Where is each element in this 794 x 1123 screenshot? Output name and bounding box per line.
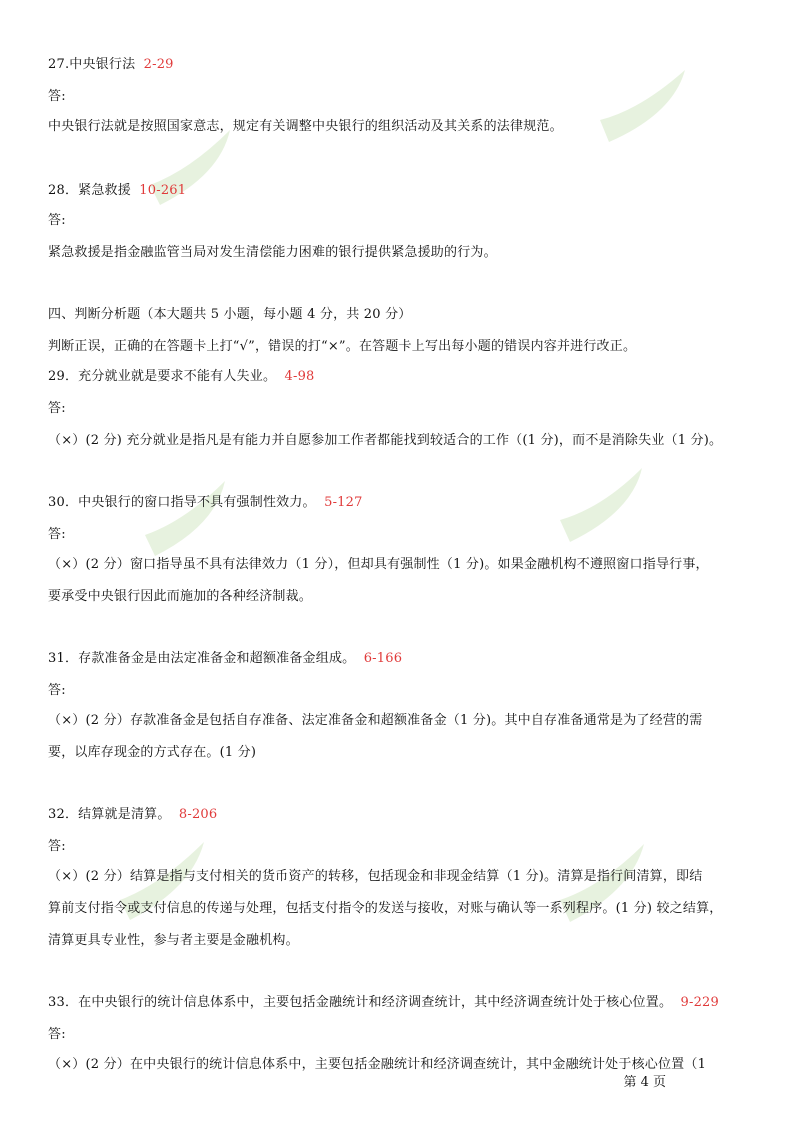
question-title: 32．结算就是清算。 (48, 807, 171, 822)
question-title: 33．在中央银行的统计信息体系中，主要包括金融统计和经济调查统计，其中经济调查统计处于核心位置。 (48, 995, 673, 1010)
question-30 (48, 494, 748, 512)
question-title: 30．中央银行的窗口指导不具有强制性效力。 (48, 495, 316, 510)
question-title: 31．存款准备金是由法定准备金和超额准备金组成。 (48, 651, 356, 666)
question-29 (48, 368, 748, 386)
question-title: 29．充分就业就是要求不能有人失业。 (48, 369, 277, 384)
answer-text-line-2: 要，以库存现金的方式存在。(1 分) (48, 745, 257, 760)
answer-label: 答: (48, 1027, 66, 1042)
question-title: 28．紧急救援 (48, 183, 131, 198)
question-27 (48, 56, 748, 74)
answer-label: 答: (48, 89, 66, 104)
reference-code: 8-206 (178, 807, 218, 822)
answer-text-line-1: （×）(2 分）在中央银行的统计信息体系中，主要包括金融统计和经济调查统计，其中金融统计处于核心位置（1 (48, 1057, 707, 1072)
answer-label: 答: (48, 213, 66, 228)
answer-text-line-1: （×）(2 分）结算是指与支付相关的货币资产的转移，包括现金和非现金结算（1 分)。清算是指行间清算，即结 (48, 869, 703, 884)
question-31 (48, 650, 748, 668)
answer-label: 答: (48, 839, 66, 854)
section-heading: 四、判断分析题（本大题共 5 小题，每小题 4 分，共 20 分） (48, 307, 412, 322)
reference-code: 10-261 (139, 183, 187, 198)
question-32 (48, 806, 748, 824)
answer-text-line-3: 清算更具专业性，参与者主要是金融机构。 (48, 933, 299, 948)
answer-text: 紧急救援是指金融监管当局对发生清偿能力困难的银行提供紧急援助的行为。 (48, 245, 497, 260)
answer-label: 答: (48, 527, 66, 542)
question-title: 27.中央银行法 (48, 57, 136, 72)
answer-text-line-2: 算前支付指令或支付信息的传递与处理，包括支付指令的发送与接收，对账与确认等一系列程序。(1 分) 较之结算， (48, 901, 723, 916)
reference-code: 5-127 (324, 495, 363, 510)
answer-text: （×）(2 分) 充分就业是指凡是有能力并自愿参加工作者都能找到较适合的工作（(1 分)，而不是消除失业（1 分)。 (48, 433, 723, 448)
section-instruction: 判断正误，正确的在答题卡上打“√”，错误的打“×”。在答题卡上写出每小题的错误内容并进行改正。 (48, 339, 637, 354)
reference-code: 2-29 (143, 57, 174, 72)
question-28 (48, 182, 748, 200)
reference-code: 4-98 (284, 369, 315, 384)
answer-label: 答: (48, 683, 66, 698)
reference-code: 6-166 (363, 651, 403, 666)
reference-code: 9-229 (680, 995, 719, 1010)
answer-text: 中央银行法就是按照国家意志，规定有关调整中央银行的组织活动及其关系的法律规范。 (48, 119, 563, 134)
page-number: 第 4 页 (623, 1075, 666, 1090)
answer-text-line-2: 要承受中央银行因此而施加的各种经济制裁。 (48, 589, 313, 604)
question-33 (48, 994, 748, 1012)
answer-text-line-1: （×）(2 分）存款准备金是包括自存准备、法定准备金和超额准备金（1 分)。其中自存准备通常是为了经营的需 (48, 713, 703, 728)
answer-text-line-1: （×）(2 分）窗口指导虽不具有法律效力（1 分），但却具有强制性（1 分)。如果金融机构不遵照窗口指导行事， (48, 557, 709, 572)
answer-label: 答: (48, 401, 66, 416)
